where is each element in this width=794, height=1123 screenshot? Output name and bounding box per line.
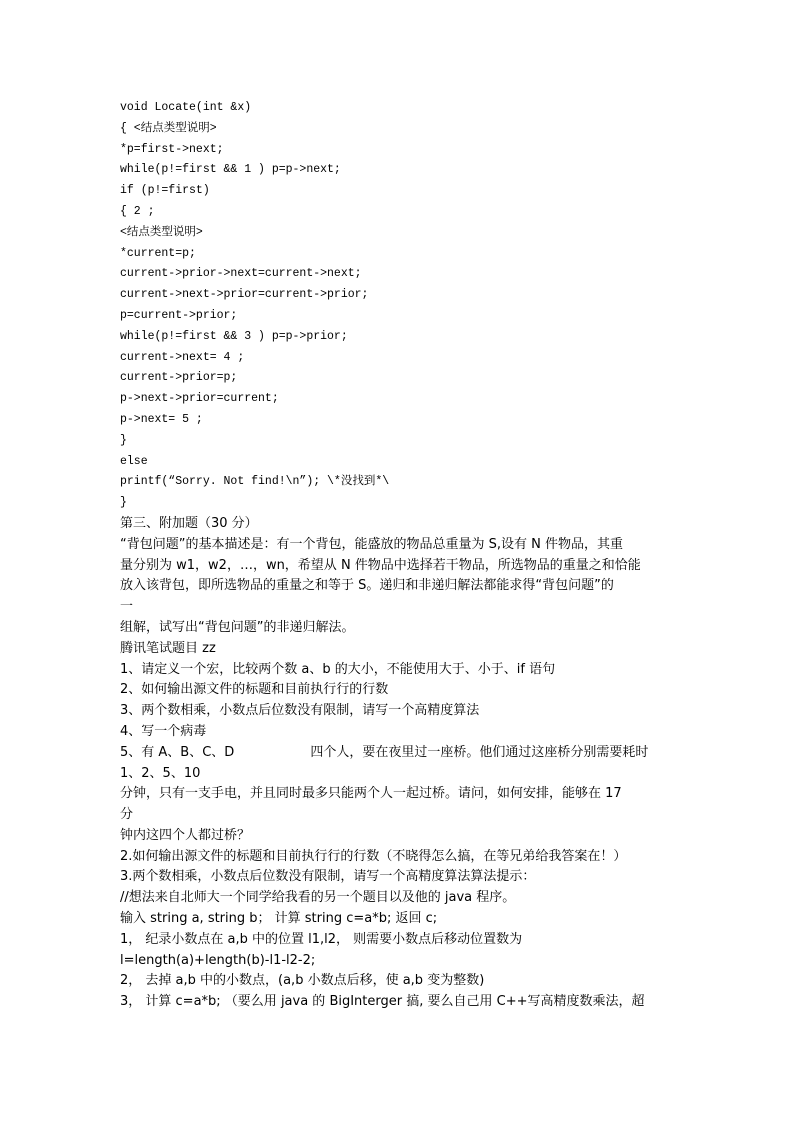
text-line: [120, 743, 680, 764]
text-line: 3、两个数相乘，小数点后位数没有限制，请写一个高精度算法: [120, 703, 480, 719]
text-segment: 5、有 A、B、C、D: [120, 744, 235, 760]
text-line: 1， 纪录小数点在 a,b 中的位置 l1,l2， 则需要小数点后移动位置数为: [120, 931, 523, 947]
code-line: void Locate(int &x): [120, 101, 252, 114]
code-line: current->prior->next=current->next;: [120, 267, 362, 281]
text-line: 1、2、5、10: [120, 765, 201, 781]
code-line: current->next->prior=current->prior;: [120, 288, 369, 302]
text-line: 组解，试写出“背包问题”的非递归解法。: [120, 619, 355, 635]
code-line: *current=p;: [120, 246, 196, 260]
code-line: while(p!=first && 3 ) p=p->prior;: [120, 329, 348, 343]
document-body: [120, 98, 680, 1013]
code-line: if (p!=first): [120, 184, 210, 198]
text-line: 4、写一个病毒: [120, 723, 207, 739]
text-line: 2、如何输出源文件的标题和目前执行行的行数: [120, 682, 389, 698]
text-segment: 四个人，要在夜里过一座桥。他们通过这座桥分别需要耗时: [310, 744, 649, 760]
code-line: { <结点类型说明>: [120, 121, 217, 135]
code-line: { 2 ;: [120, 204, 155, 218]
text-line: l=length(a)+length(b)-l1-l2-2;: [120, 952, 316, 968]
text-line: 钟内这四个人都过桥？: [120, 827, 251, 843]
text-line: “背包问题”的基本描述是：有一个背包，能盛放的物品总重量为 S,设有 N 件物品，其重: [120, 536, 623, 552]
code-line: }: [120, 433, 127, 447]
section-heading: 腾讯笔试题目 zz: [120, 640, 216, 656]
text-line: 3， 计算 c=a*b; （要么用 java 的 BigInterger 搞, 要么自己用 C++写高精度数乘法，超: [120, 994, 645, 1010]
text-line: 2.如何输出源文件的标题和目前执行行的行数（不晓得怎么搞，在等兄弟给我答案在！）: [120, 848, 627, 864]
text-line: 分钟，只有一支手电，并且同时最多只能两个人一起过桥。请问，如何安排，能够在 17: [120, 786, 622, 802]
text-line: 一: [120, 599, 134, 615]
text-line: 放入该背包，即所选物品的重量之和等于 S。递归和非递归解法都能求得“背包问题”的: [120, 578, 614, 594]
text-line: 分: [120, 807, 134, 823]
code-line: else: [120, 454, 148, 468]
code-line: *p=first->next;: [120, 142, 224, 156]
text-line: //想法来自北师大一个同学给我看的另一个题目以及他的 java 程序。: [120, 890, 516, 906]
text-line: 输入 string a, string b； 计算 string c=a*b; 返回 c;: [120, 911, 438, 927]
code-line: current->prior=p;: [120, 371, 238, 385]
section-heading: 第三、附加题（30 分）: [120, 515, 258, 531]
code-line: p->next->prior=current;: [120, 392, 279, 406]
text-line: 3.两个数相乘，小数点后位数没有限制，请写一个高精度算法算法提示：: [120, 869, 536, 885]
code-line: p=current->prior;: [120, 308, 238, 322]
code-line: }: [120, 496, 127, 510]
text-line: 1、请定义一个宏，比较两个数 a、b 的大小，不能使用大于、小于、if 语句: [120, 661, 556, 677]
code-line: <结点类型说明>: [120, 225, 203, 239]
code-line: while(p!=first && 1 ) p=p->next;: [120, 163, 341, 177]
text-line: 量分别为 w1，w2，…，wn，希望从 N 件物品中选择若干物品，所选物品的重量之和恰能: [120, 557, 641, 573]
code-line: current->next= 4 ;: [120, 350, 245, 364]
text-line: 2， 去掉 a,b 中的小数点，(a,b 小数点后移，使 a,b 变为整数): [120, 973, 485, 989]
code-line: p->next= 5 ;: [120, 412, 203, 426]
code-line: printf(“Sorry. Not find!\n”); \*没找到*\: [120, 475, 390, 489]
